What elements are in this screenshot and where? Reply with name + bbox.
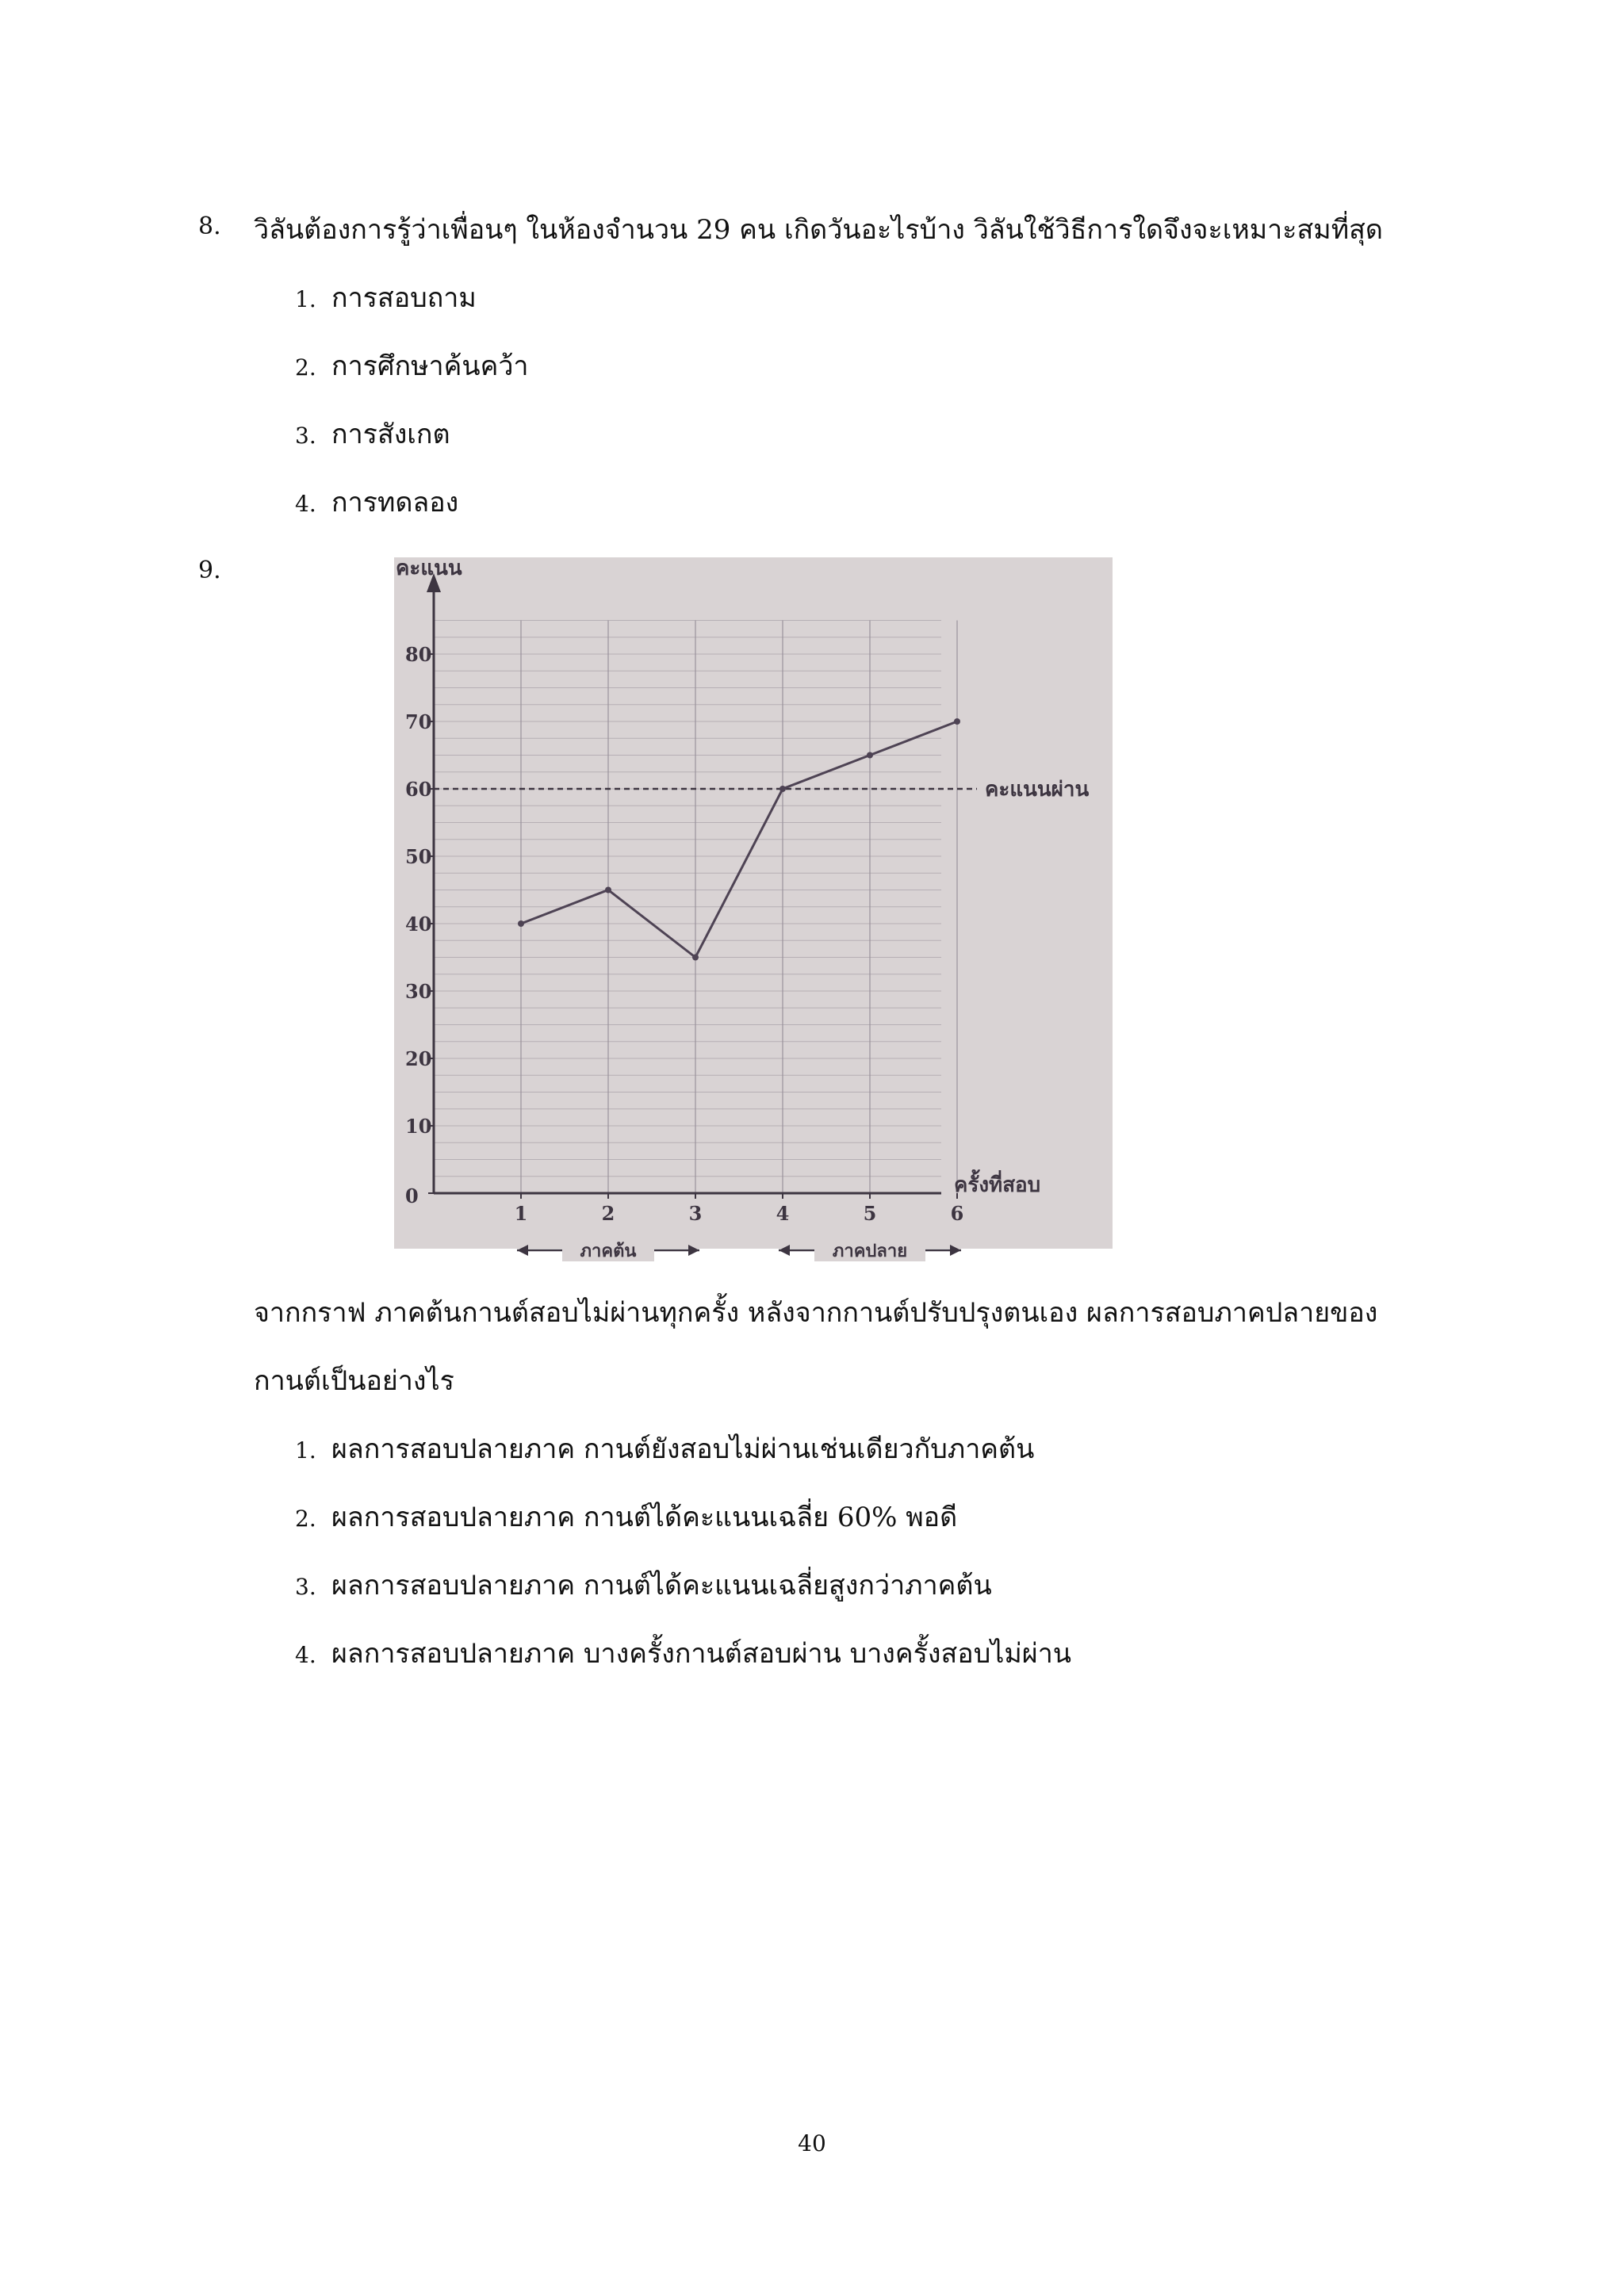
- x-tick-label: 4: [776, 1202, 790, 1225]
- y-tick-label: 30: [405, 980, 432, 1003]
- x-tick-label: 6: [950, 1202, 964, 1225]
- option-text: ผลการสอบปลายภาค กานต์ได้คะแนนเฉลี่ยสูงกว่าภาคต้น: [331, 1570, 992, 1601]
- question-9-option-4: [295, 1632, 1071, 1674]
- y-tick-label: 20: [405, 1047, 432, 1070]
- x-tick-label: 5: [863, 1202, 877, 1225]
- y-tick-label: 0: [405, 1184, 419, 1207]
- data-point: [779, 786, 786, 792]
- option-text: ผลการสอบปลายภาค กานต์ยังสอบไม่ผ่านเช่นเดียวกับภาคต้น: [331, 1433, 1035, 1465]
- y-axis-label: คะแนน: [396, 557, 462, 580]
- x-axis-label: ครั้งที่สอบ: [954, 1173, 1041, 1197]
- y-tick-label: 80: [405, 643, 432, 666]
- option-text: การสังเกต: [331, 419, 450, 450]
- data-point: [605, 887, 611, 894]
- question-8-option-3: [295, 412, 450, 455]
- x-tick-label: 3: [688, 1202, 703, 1225]
- option-number: 3.: [295, 1574, 316, 1600]
- question-9-option-3: [295, 1563, 992, 1606]
- y-tick-label: 50: [405, 845, 432, 868]
- option-number: 1.: [295, 286, 316, 312]
- y-tick-label: 40: [405, 913, 432, 936]
- question-9-stem-line-1: จากกราฟ ภาคต้นกานต์สอบไม่ผ่านทุกครั้ง หลังจากกานต์ปรับปรุงตนเอง ผลการสอบภาคปลายของ: [254, 1297, 1378, 1329]
- question-9-option-2: [295, 1495, 957, 1538]
- data-point: [954, 718, 960, 725]
- question-8-option-1: [295, 276, 477, 319]
- first-term-label: ภาคต้น: [580, 1242, 637, 1261]
- y-tick-label: 70: [405, 710, 432, 733]
- y-tick-label: 60: [405, 778, 432, 801]
- question-9-stem-line-2: กานต์เป็นอย่างไร: [254, 1365, 454, 1397]
- option-text: การสอบถาม: [331, 282, 477, 314]
- question-8-option-4: [295, 480, 458, 523]
- question-8-option-2: [295, 344, 529, 387]
- x-tick-label: 1: [514, 1202, 528, 1225]
- option-number: 4.: [295, 491, 316, 517]
- chart-background: [394, 557, 1113, 1249]
- question-9-number: 9.: [198, 557, 221, 584]
- y-tick-label: 10: [405, 1115, 432, 1138]
- question-9-option-1: [295, 1427, 1034, 1470]
- question-8-number: 8.: [198, 212, 221, 240]
- option-text: การทดลอง: [331, 487, 459, 519]
- question-8-text: วิลันต้องการรู้ว่าเพื่อนๆ ในห้องจำนวน 29 คน เกิดวันอะไรบ้าง วิลันใช้วิธีการใดจึงจะเหมาะสมที่สุด: [254, 214, 1383, 246]
- pass-threshold-label: คะแนนผ่าน: [985, 778, 1090, 802]
- option-number: 2.: [295, 354, 316, 381]
- option-number: 3.: [295, 423, 316, 449]
- score-line-chart: [394, 557, 1113, 1261]
- second-term-label: ภาคปลาย: [832, 1242, 908, 1261]
- data-point: [692, 955, 699, 961]
- option-number: 2.: [295, 1506, 316, 1532]
- data-point: [518, 920, 524, 927]
- option-text: ผลการสอบปลายภาค บางครั้งกานต์สอบผ่าน บางครั้งสอบไม่ผ่าน: [331, 1638, 1072, 1670]
- option-number: 4.: [295, 1642, 316, 1668]
- option-number: 1.: [295, 1437, 316, 1464]
- x-tick-label: 2: [601, 1202, 615, 1225]
- option-text: ผลการสอบปลายภาค กานต์ได้คะแนนเฉลี่ย 60% พอดี: [331, 1502, 958, 1533]
- page-number: 40: [798, 2130, 826, 2156]
- data-point: [867, 752, 873, 759]
- option-text: การศึกษาค้นคว้า: [331, 350, 529, 382]
